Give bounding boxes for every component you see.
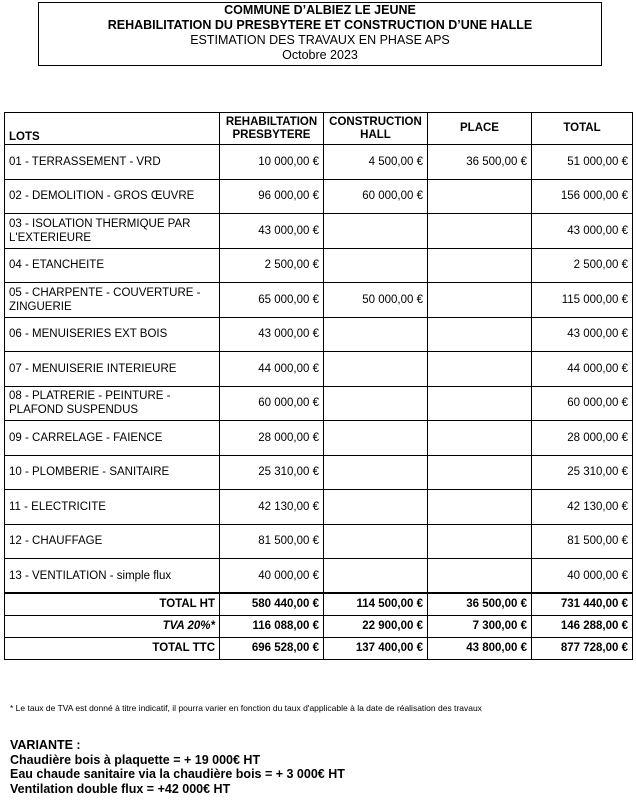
lot-name: 02 - DEMOLITION - GROS ŒUVRE (5, 179, 220, 214)
total-amount: 42 130,00 € (532, 490, 633, 525)
rehab-amount: 28 000,00 € (220, 421, 324, 456)
tva-row (5, 615, 633, 637)
lot-name: 13 - VENTILATION - simple flux (5, 559, 220, 594)
rehab-amount: 96 000,00 € (220, 179, 324, 214)
col-header-rehab (220, 113, 324, 145)
lot-name: 01 - TERRASSEMENT - VRD (5, 145, 220, 180)
rehab-amount: 43 000,00 € (220, 214, 324, 249)
place-amount: 36 500,00 € (428, 145, 532, 180)
estimate-table (4, 112, 633, 660)
place-amount (428, 455, 532, 490)
hall-amount (324, 386, 428, 421)
tva-label: TVA 20%* (5, 615, 220, 637)
place-amount (428, 179, 532, 214)
table-row (5, 283, 633, 318)
rehab-amount: 60 000,00 € (220, 386, 324, 421)
hall-amount (324, 524, 428, 559)
total-amount: 115 000,00 € (532, 283, 633, 318)
total-ttc-label: TOTAL TTC (5, 637, 220, 659)
rehab-amount: 25 310,00 € (220, 455, 324, 490)
col-header-lots: LOTS (5, 113, 220, 145)
total-amount: 43 000,00 € (532, 214, 633, 249)
lot-name: 11 - ELECTRICITE (5, 490, 220, 525)
lot-name: 09 - CARRELAGE - FAIENCE (5, 421, 220, 456)
tva-hall: 22 900,00 € (324, 615, 428, 637)
col-header-hall-line2: HALL (360, 128, 391, 141)
table-row (5, 317, 633, 352)
col-header-hall-line1: CONSTRUCTION (329, 115, 422, 128)
estimate-phase: ESTIMATION DES TRAVAUX EN PHASE APS (190, 33, 450, 47)
lot-name: 07 - MENUISERIE INTERIEURE (5, 352, 220, 387)
hall-amount: 60 000,00 € (324, 179, 428, 214)
total-amount: 2 500,00 € (532, 248, 633, 283)
col-header-place: PLACE (428, 113, 532, 145)
hall-amount: 4 500,00 € (324, 145, 428, 180)
hall-amount: 50 000,00 € (324, 283, 428, 318)
variante-section (10, 738, 345, 796)
total-amount: 43 000,00 € (532, 317, 633, 352)
total-amount: 156 000,00 € (532, 179, 633, 214)
table-row (5, 248, 633, 283)
variante-line: Eau chaude sanitaire via la chaudière bois = + 3 000€ HT (10, 767, 345, 781)
total-ttc-place: 43 800,00 € (428, 637, 532, 659)
place-amount (428, 317, 532, 352)
table-header-row (5, 113, 633, 145)
document-header (38, 2, 602, 66)
rehab-amount: 44 000,00 € (220, 352, 324, 387)
col-header-rehab-line1: REHABILTATION (225, 115, 318, 128)
table-row (5, 524, 633, 559)
table-row (5, 214, 633, 249)
lot-name: 12 - CHAUFFAGE (5, 524, 220, 559)
place-amount (428, 421, 532, 456)
variante-line: Chaudière bois à plaquette = + 19 000€ HT (10, 752, 261, 767)
table-row (5, 386, 633, 421)
table-row (5, 421, 633, 456)
tva-place: 7 300,00 € (428, 615, 532, 637)
total-ht-total: 731 440,00 € (532, 593, 633, 615)
variante-line: Ventilation double flux = +42 000€ HT (10, 781, 231, 796)
total-ht-rehab: 580 440,00 € (220, 593, 324, 615)
rehab-amount: 43 000,00 € (220, 317, 324, 352)
lot-name: 04 - ETANCHEITE (5, 248, 220, 283)
rehab-amount: 10 000,00 € (220, 145, 324, 180)
hall-amount (324, 214, 428, 249)
total-amount: 51 000,00 € (532, 145, 633, 180)
rehab-amount: 81 500,00 € (220, 524, 324, 559)
total-ttc-row (5, 637, 633, 659)
rehab-amount: 65 000,00 € (220, 283, 324, 318)
hall-amount (324, 421, 428, 456)
hall-amount (324, 455, 428, 490)
table-row (5, 559, 633, 594)
place-amount (428, 352, 532, 387)
lot-name: 03 - ISOLATION THERMIQUE PAR L'EXTERIEURE (5, 214, 220, 249)
rehab-amount: 42 130,00 € (220, 490, 324, 525)
total-ht-hall: 114 500,00 € (324, 593, 428, 615)
hall-amount (324, 559, 428, 594)
place-amount (428, 559, 532, 594)
vat-footnote: * Le taux de TVA est donné à titre indicatif, il pourra varier en fonction du taux d'applicable à la date de réalisation des travaux (10, 703, 482, 713)
tva-rehab: 116 088,00 € (220, 615, 324, 637)
total-ht-label: TOTAL HT (5, 593, 220, 615)
place-amount (428, 490, 532, 525)
place-amount (428, 283, 532, 318)
place-amount (428, 214, 532, 249)
hall-amount (324, 248, 428, 283)
total-ht-row (5, 593, 633, 615)
hall-amount (324, 490, 428, 525)
lot-name: 08 - PLATRERIE - PEINTURE - PLAFOND SUSPENDUS (5, 386, 220, 421)
project-title: REHABILITATION DU PRESBYTERE ET CONSTRUCTION D’UNE HALLE (107, 18, 533, 32)
lot-name: 10 - PLOMBERIE - SANITAIRE (5, 455, 220, 490)
total-amount: 44 000,00 € (532, 352, 633, 387)
tva-total: 146 288,00 € (532, 615, 633, 637)
table-row (5, 352, 633, 387)
lot-name: 05 - CHARPENTE - COUVERTURE - ZINGUERIE (5, 283, 220, 318)
col-header-total: TOTAL (532, 113, 633, 145)
total-ttc-rehab: 696 528,00 € (220, 637, 324, 659)
total-ttc-total: 877 728,00 € (532, 637, 633, 659)
rehab-amount: 2 500,00 € (220, 248, 324, 283)
document-date: Octobre 2023 (282, 48, 358, 62)
total-ht-place: 36 500,00 € (428, 593, 532, 615)
variante-title: VARIANTE : (10, 738, 81, 752)
table-row (5, 490, 633, 525)
total-amount: 60 000,00 € (532, 386, 633, 421)
commune-title: COMMUNE D’ALBIEZ LE JEUNE (224, 3, 416, 17)
table-row (5, 145, 633, 180)
total-amount: 40 000,00 € (532, 559, 633, 594)
col-header-hall (324, 113, 428, 145)
hall-amount (324, 352, 428, 387)
rehab-amount: 40 000,00 € (220, 559, 324, 594)
lot-name: 06 - MENUISERIES EXT BOIS (5, 317, 220, 352)
table-row (5, 455, 633, 490)
place-amount (428, 248, 532, 283)
total-amount: 25 310,00 € (532, 455, 633, 490)
place-amount (428, 524, 532, 559)
total-amount: 28 000,00 € (532, 421, 633, 456)
col-header-rehab-line2: PRESBYTERE (232, 128, 311, 141)
hall-amount (324, 317, 428, 352)
table-row (5, 179, 633, 214)
total-amount: 81 500,00 € (532, 524, 633, 559)
total-ttc-hall: 137 400,00 € (324, 637, 428, 659)
place-amount (428, 386, 532, 421)
